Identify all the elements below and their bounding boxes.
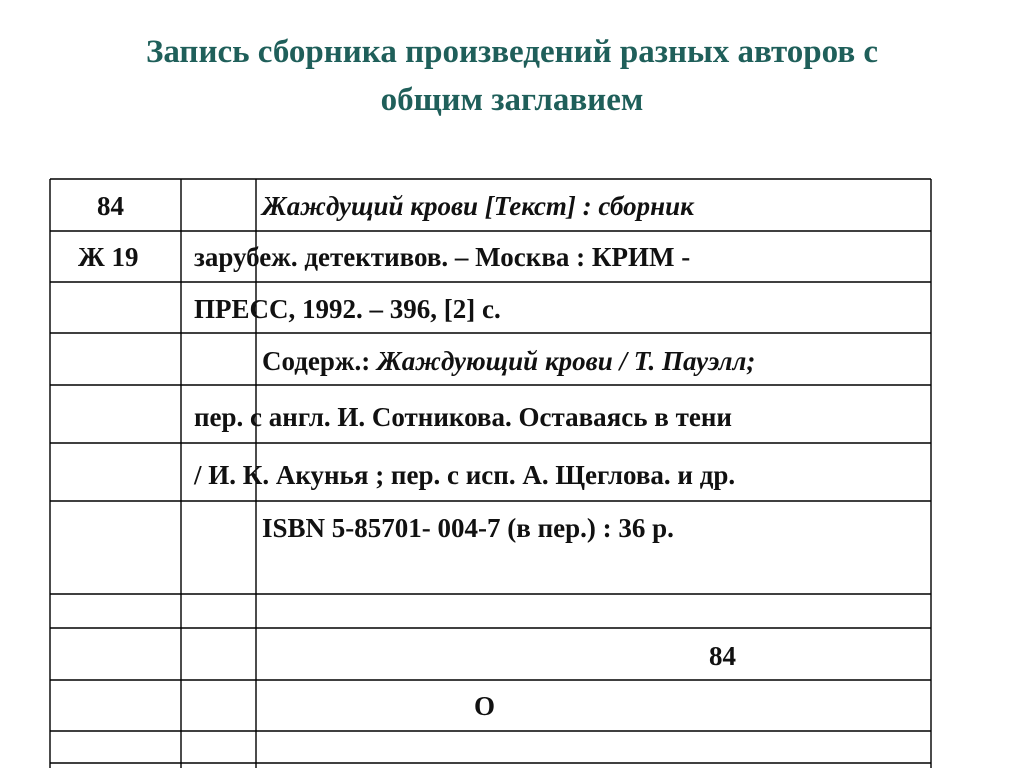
card-line-publisher: зарубеж. детективов. – Москва : КРИМ - xyxy=(194,242,691,272)
contents-label: Содерж.: xyxy=(262,346,371,376)
bottom-mark: О xyxy=(474,691,496,721)
card-line-title: Жаждущий крови [Текст] : сборник xyxy=(262,191,694,221)
class-index: 84 xyxy=(97,191,124,221)
card-line-isbn: ISBN 5-85701- 004-7 (в пер.) : 36 р. xyxy=(262,513,674,543)
title-line-1: Запись сборника произведений разных авторов с xyxy=(145,34,879,70)
bottom-class-index: 84 xyxy=(709,641,736,671)
contents-text: Жаждующий крови / Т. Пауэлл; xyxy=(376,346,756,376)
card-line-year-pages: ПРЕСС, 1992. – 396, [2] с. xyxy=(194,294,501,324)
card-line-translator-2: / И. К. Акунья ; пер. с исп. А. Щеглова. и др. xyxy=(194,460,736,490)
title-line-2: общим заглавием xyxy=(380,82,644,118)
card-line-contents xyxy=(262,345,755,377)
author-mark: Ж 19 xyxy=(78,242,139,272)
card-line-translator-1: пер. с англ. И. Сотникова. Оставаясь в тени xyxy=(194,402,732,432)
